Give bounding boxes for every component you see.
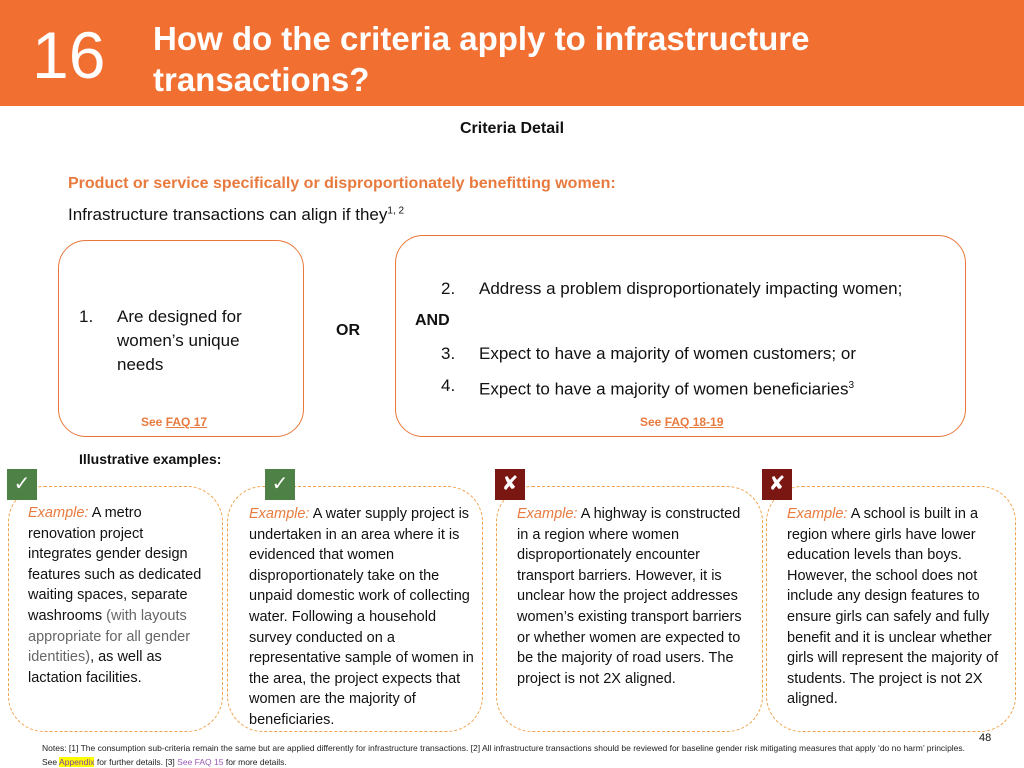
notes-part-2: for further details. [3] [94, 757, 178, 767]
criterion-number: 3. [441, 344, 456, 363]
criterion-number: 2. [441, 279, 456, 298]
cross-icon: ✘ [495, 469, 525, 500]
example-lead: Example: [28, 505, 89, 521]
criterion-text: Are designed for women’s unique needs [117, 307, 242, 374]
header-banner [0, 0, 1024, 106]
example-text-3 [517, 504, 742, 689]
see-faq-18-19 [640, 415, 723, 429]
intro-text [68, 205, 404, 225]
notes-part-3: for more details. [223, 757, 287, 767]
example-text-1 [28, 503, 208, 688]
example-text-4 [787, 504, 1002, 710]
example-lead: Example: [249, 506, 310, 522]
criterion-text-body: Expect to have a majority of women beneficiaries [479, 379, 849, 399]
see-prefix: See [141, 415, 166, 429]
criterion-text: Expect to have a majority of women customers; or [479, 344, 856, 363]
page-number: 48 [979, 732, 992, 744]
example-body: A school is built in a region where girls have lower education levels than boys. However, the school does not include any design features to ensure girls can safely and fully benefit and it is unclear whether girls will represent the majority of students. The project is not 2X aligned. [787, 506, 999, 708]
example-lead: Example: [517, 506, 578, 522]
criterion-number: 4. [441, 376, 456, 395]
see-faq-17 [141, 415, 207, 429]
appendix-link[interactable]: Appendix [59, 757, 95, 767]
slide-number: 16 [32, 18, 106, 92]
faq-18-19-link[interactable]: FAQ 18-19 [664, 415, 724, 429]
example-tail: , as well as lactation facilities. [28, 649, 162, 686]
faq-17-link[interactable]: FAQ 17 [165, 415, 208, 429]
example-body: A metro renovation project integrates gender design features such as dedicated waiting spaces, separate washrooms [28, 505, 202, 624]
intro-footnote-ref: 1, 2 [387, 205, 405, 217]
faq-15-link[interactable]: See FAQ 15 [177, 757, 224, 767]
see-prefix: See [640, 415, 665, 429]
example-body: A water supply project is undertaken in an area where it is evidenced that women disproportionately take on the unpaid domestic work of collecting water. Following a household survey conducted on a representative sample of women in the area, the project expects that women are the majority of beneficiaries. [249, 506, 474, 728]
intro-text-body: Infrastructure transactions can align if they [68, 205, 388, 224]
illustrative-examples-label: Illustrative examples: [79, 451, 222, 467]
criteria-heading: Criteria Detail [459, 120, 565, 137]
example-lead: Example: [787, 506, 848, 522]
check-icon: ✓ [265, 469, 295, 500]
check-icon: ✓ [7, 469, 37, 500]
criterion-number: 1. [79, 307, 94, 326]
footnotes [42, 741, 972, 768]
section-heading: Product or service specifically or disproportionately benefitting women: [68, 175, 616, 192]
example-aside: (with layouts appropriate for all gender identities) [28, 607, 191, 666]
slide-title: How do the criteria apply to infrastructure transactions? [153, 20, 810, 98]
or-label: OR [336, 322, 360, 339]
example-text-2 [249, 504, 474, 731]
footnote-ref-3: 3 [848, 380, 855, 391]
criterion-text [479, 374, 949, 402]
and-label: AND [415, 312, 450, 329]
notes-part-1: Notes: [1] The consumption sub-criteria remain the same but are applied differently for infrastructure transactions. [2] All infrastructure transactions should be reviewed for baseline gender risk mitigating measures that apply ‘do no harm’ principles. See [42, 743, 966, 767]
criterion-text: Address a problem disproportionately impacting women; [479, 279, 903, 298]
criterion-box-right [395, 235, 966, 437]
example-body: A highway is constructed in a region where women disproportionately encounter transport barriers. However, it is unclear how the project addresses women’s existing transport barriers or whether women are expected to be the majority of road users. The project is not 2X aligned. [517, 506, 742, 687]
cross-icon: ✘ [762, 469, 792, 500]
